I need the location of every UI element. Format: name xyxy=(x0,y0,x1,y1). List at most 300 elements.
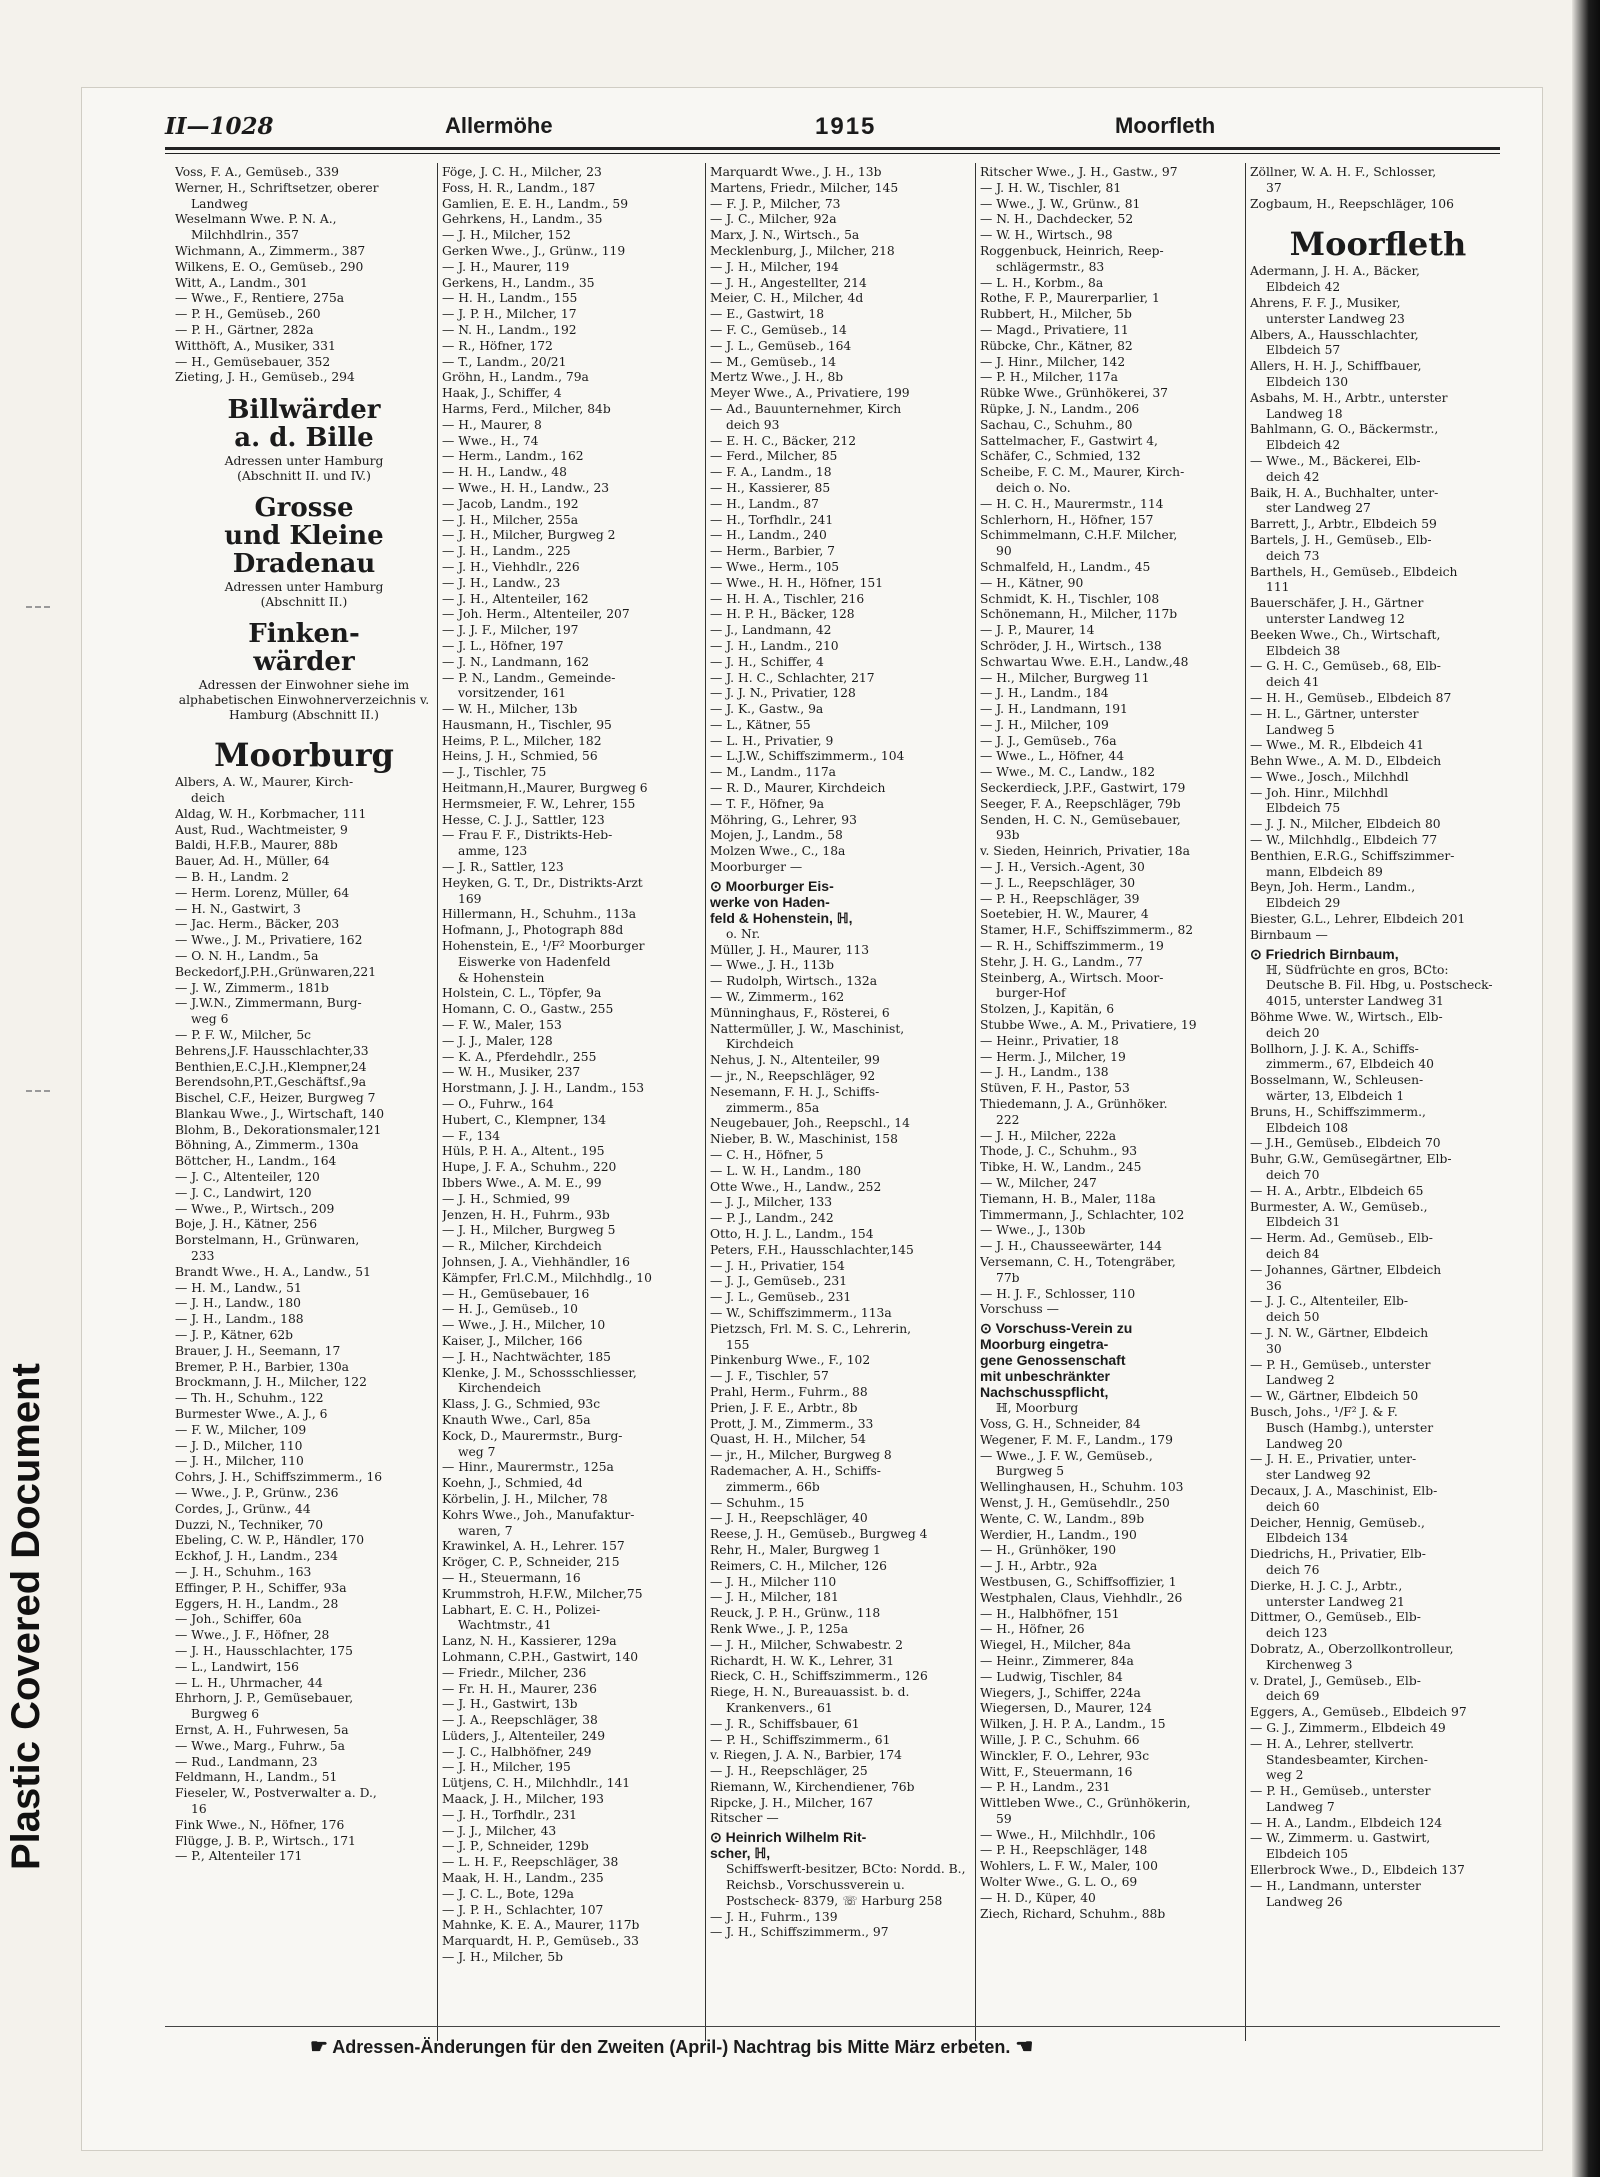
entry-continuation: weg 7 xyxy=(458,1444,496,1459)
directory-entry: — P. H., Reepschläger, 148 xyxy=(980,1843,1148,1858)
directory-entry: — J. H., Milcher, 194 xyxy=(710,259,839,274)
directory-entry: Foss, H. R., Landm., 187 xyxy=(442,180,596,195)
directory-entry: Kaiser, J., Milcher, 166 xyxy=(442,1333,583,1348)
directory-entry: — J. H., Privatier, 154 xyxy=(710,1258,845,1273)
directory-entry: Mertz Wwe., J. H., 8b xyxy=(710,370,844,385)
directory-entry: Feldmann, H., Landm., 51 xyxy=(175,1770,338,1785)
directory-entry: — H. P. H., Bäcker, 128 xyxy=(710,607,855,622)
entry-continuation: Elbdeich 134 xyxy=(1266,1531,1349,1546)
directory-entry: Decaux, J. A., Maschinist, Elb- xyxy=(1250,1483,1438,1498)
directory-entry: Blohm, B., Dekorationsmaler,121 xyxy=(175,1122,382,1137)
directory-entry: Wiegers, J., Schiffer, 224a xyxy=(980,1685,1141,1700)
directory-entry: — H., Steuermann, 16 xyxy=(442,1570,581,1585)
directory-entry: Harms, Ferd., Milcher, 84b xyxy=(442,401,611,416)
directory-entry: Böhning, A., Zimmerm., 130a xyxy=(175,1138,359,1153)
directory-entry: Ahrens, F. F. J., Musiker, xyxy=(1250,295,1401,310)
directory-entry: Lohmann, C.P.H., Gastwirt, 140 xyxy=(442,1649,639,1664)
margin-mark xyxy=(26,1090,50,1092)
directory-entry: Gamlien, E. E. H., Landm., 59 xyxy=(442,196,629,211)
directory-entry: Seeger, F. A., Reepschläger, 79b xyxy=(980,796,1181,811)
directory-entry: Witthöft, A., Musiker, 331 xyxy=(175,338,336,353)
entry-continuation: Elbdeich 38 xyxy=(1266,643,1341,658)
directory-entry: Labhart, E. C. H., Polizei- xyxy=(442,1602,601,1617)
directory-entry: — H. A., Landm., Elbdeich 124 xyxy=(1250,1815,1443,1830)
entry-continuation: 59 xyxy=(996,1811,1012,1826)
directory-entry: — H. H., Landm., 155 xyxy=(442,291,578,306)
column-5 xyxy=(1250,165,1506,2040)
entry-continuation: deich 42 xyxy=(1266,469,1320,484)
directory-entry: — P. H., Schiffszimmerm., 61 xyxy=(710,1732,891,1747)
entry-continuation: Landweg 20 xyxy=(1266,1436,1343,1451)
directory-entry: Asbahs, M. H., Arbtr., unterster xyxy=(1250,390,1448,405)
directory-entry: — J. H., Reepschläger, 40 xyxy=(710,1511,868,1526)
directory-entry: — J. C., Altenteiler, 120 xyxy=(175,1170,320,1185)
directory-entry: — J., Landmann, 42 xyxy=(710,623,832,638)
entry-continuation: Elbdeich 42 xyxy=(1266,280,1341,295)
section-heading: Finken- wärder xyxy=(248,619,360,678)
directory-entry: Hermsmeier, F. W., Lehrer, 155 xyxy=(442,796,636,811)
directory-entry: — J. H., Milcher, 181 xyxy=(710,1590,839,1605)
directory-entry: Barthels, H., Gemüseb., Elbdeich xyxy=(1250,564,1458,579)
directory-entry: Hillermann, H., Schuhm., 113a xyxy=(442,907,637,922)
directory-entry: Nehus, J. N., Altenteiler, 99 xyxy=(710,1053,880,1068)
section-heading: Billwärder a. d. Bille xyxy=(227,395,381,454)
directory-entry: Zöllner, W. A. H. F., Schlosser, xyxy=(1250,165,1437,179)
directory-entry: Riemann, W., Kirchendiener, 76b xyxy=(710,1779,915,1794)
directory-entry: — R., Milcher, Kirchdeich xyxy=(442,1239,602,1254)
directory-entry: — J. D., Milcher, 110 xyxy=(175,1438,303,1453)
directory-entry: — J. H., Landmann, 191 xyxy=(980,702,1128,717)
directory-entry: — J. F., Tischler, 57 xyxy=(710,1369,829,1384)
directory-entry: — Joh. Hinr., Milchhdl xyxy=(1250,785,1389,800)
directory-entry: — P. J., Landm., 242 xyxy=(710,1211,834,1226)
directory-entry: Gerkens, H., Landm., 35 xyxy=(442,275,595,290)
entry-continuation: deich xyxy=(191,790,225,805)
directory-entry: — J. H., Landm., 188 xyxy=(175,1312,304,1327)
directory-entry: — H., Landm., 87 xyxy=(710,496,819,511)
directory-entry: Mahnke, K. E. A., Maurer, 117b xyxy=(442,1918,640,1933)
directory-entry: — Wwe., P., Wirtsch., 209 xyxy=(175,1201,335,1216)
entry-continuation: 30 xyxy=(1266,1341,1282,1356)
directory-entry: — J. H., Arbtr., 92a xyxy=(980,1559,1098,1574)
directory-entry: — H., Landmann, unterster xyxy=(1250,1878,1421,1893)
entry-continuation: deich 73 xyxy=(1266,548,1320,563)
directory-entry: Bischel, C.F., Heizer, Burgweg 7 xyxy=(175,1091,376,1106)
directory-entry: Wilkens, E. O., Gemüseb., 290 xyxy=(175,259,364,274)
directory-entry: — H., Kassierer, 85 xyxy=(710,480,831,495)
directory-entry: — J. C., Landwirt, 120 xyxy=(175,1185,312,1200)
directory-entry: — Herm. Lorenz, Müller, 64 xyxy=(175,885,350,900)
directory-entry: Rübcke, Chr., Kätner, 82 xyxy=(980,338,1133,353)
directory-entry: — W., Zimmerm. u. Gastwirt, xyxy=(1250,1831,1431,1846)
entry-continuation: 155 xyxy=(726,1337,750,1352)
directory-entry: — P., Altenteiler 171 xyxy=(175,1849,303,1864)
directory-entry: — R., Höfner, 172 xyxy=(442,338,553,353)
directory-entry: Klenke, J. M., Schossschliesser, xyxy=(442,1365,637,1380)
directory-entry: Moorburger — xyxy=(710,860,803,875)
directory-entry: v. Dratel, J., Gemüseb., Elb- xyxy=(1250,1673,1421,1688)
directory-entry: — J. H., Landm., 138 xyxy=(980,1065,1109,1080)
directory-entry: Ripcke, J. H., Milcher, 167 xyxy=(710,1795,874,1810)
directory-entry: Barrett, J., Arbtr., Elbdeich 59 xyxy=(1250,517,1437,532)
entry-continuation: deich 20 xyxy=(1266,1025,1320,1040)
directory-entry: Richardt, H. W. K., Lehrer, 31 xyxy=(710,1653,895,1668)
directory-entry: — G. J., Zimmerm., Elbdeich 49 xyxy=(1250,1720,1446,1735)
running-head-left: Allermöhe xyxy=(445,113,553,138)
directory-entry: Knauth Wwe., Carl, 85a xyxy=(442,1412,591,1427)
directory-entry: Marx, J. N., Wirtsch., 5a xyxy=(710,228,860,243)
directory-entry: — H. L., Gärtner, unterster xyxy=(1250,706,1419,721)
scan-edge-shadow xyxy=(1572,0,1600,2177)
running-head-right: Moorfleth xyxy=(1115,113,1216,138)
directory-entry: — J. C., Halbhöfner, 249 xyxy=(442,1744,592,1759)
directory-entry: Adermann, J. H. A., Bäcker, xyxy=(1250,264,1420,279)
directory-entry: — Friedr., Milcher, 236 xyxy=(442,1665,587,1680)
directory-entry: — J. H., Gastwirt, 13b xyxy=(442,1697,578,1712)
directory-entry: — J. P., Maurer, 14 xyxy=(980,623,1095,638)
page-footer xyxy=(310,2034,1460,2060)
directory-entry: — H., Landm., 240 xyxy=(710,528,827,543)
directory-entry: — J. H., Milcher, Burgweg 2 xyxy=(442,528,616,543)
directory-entry: Holstein, C. L., Töpfer, 9a xyxy=(442,986,602,1001)
directory-entry: — H. A., Lehrer, stellvertr. xyxy=(1250,1736,1415,1751)
directory-entry: — G. H. C., Gemüseb., 68, Elb- xyxy=(1250,659,1441,674)
directory-entry: — P. F. W., Milcher, 5c xyxy=(175,1027,312,1042)
directory-entry: Wente, C. W., Landm., 89b xyxy=(980,1511,1145,1526)
directory-entry: — J. H., Milcher, Burgweg 5 xyxy=(442,1223,616,1238)
directory-entry: — J. H., Milcher 110 xyxy=(710,1574,837,1589)
directory-entry: Deicher, Hennig, Gemüseb., xyxy=(1250,1515,1425,1530)
directory-entry: — Magd., Privatiere, 11 xyxy=(980,322,1129,337)
directory-entry: — J. L., Gemüseb., 164 xyxy=(710,338,852,353)
directory-entry: Weselmann Wwe. P. N. A., xyxy=(175,212,337,227)
directory-entry: Hohenstein, E., ¹/F² Moorburger xyxy=(442,939,645,954)
pointing-hand-icon: ☛ xyxy=(310,2036,328,2058)
directory-entry: — J. A., Reepschläger, 38 xyxy=(442,1713,598,1728)
entry-continuation: deich 76 xyxy=(1266,1562,1320,1577)
directory-entry: — P. H., Reepschläger, 39 xyxy=(980,891,1140,906)
directory-entry: — Jac. Herm., Bäcker, 203 xyxy=(175,917,340,932)
directory-entry: Dierke, H. J. C. J., Arbtr., xyxy=(1250,1578,1403,1593)
directory-entry: — J. H., Fuhrm., 139 xyxy=(710,1909,838,1924)
column-divider xyxy=(1245,163,1246,2041)
directory-entry: Bremer, P. H., Barbier, 130a xyxy=(175,1359,349,1374)
directory-entry: Kohrs Wwe., Joh., Manufaktur- xyxy=(442,1507,635,1522)
directory-entry: — Wwe., J. F. W., Gemüseb., xyxy=(980,1448,1153,1463)
directory-entry: — P. N., Landm., Gemeinde- xyxy=(442,670,616,685)
directory-entry: — F. J. P., Milcher, 73 xyxy=(710,196,841,211)
directory-entry: — F. A., Landm., 18 xyxy=(710,465,832,480)
directory-entry: Duzzi, N., Techniker, 70 xyxy=(175,1517,324,1532)
directory-entry: Lüders, J., Altenteiler, 249 xyxy=(442,1728,606,1743)
directory-entry: — T., Landm., 20/21 xyxy=(442,354,567,369)
directory-entry: — J. H., Milcher, 5b xyxy=(442,1950,564,1965)
section-heading: Moorfleth xyxy=(1289,225,1467,264)
margin-mark xyxy=(26,606,50,608)
directory-entry: Cohrs, J. H., Schiffszimmerm., 16 xyxy=(175,1470,383,1485)
directory-entry: Blankau Wwe., J., Wirtschaft, 140 xyxy=(175,1106,385,1121)
entry-continuation: Landweg 26 xyxy=(1266,1894,1343,1909)
directory-entry: — J. H., Schuhm., 163 xyxy=(175,1565,312,1579)
directory-entry: — H., Milcher, Burgweg 11 xyxy=(980,670,1150,685)
directory-entry: — J. H., Nachtwächter, 185 xyxy=(442,1349,611,1364)
directory-entry: — F., 134 xyxy=(442,1128,501,1143)
directory-entry: — H. H., Landw., 48 xyxy=(442,465,567,480)
directory-entry: — H. N., Gastwirt, 3 xyxy=(175,901,301,916)
directory-entry: — H., Gemüsebauer, 352 xyxy=(175,354,331,369)
directory-entry: — M., Gemüseb., 14 xyxy=(710,354,837,369)
directory-entry: Gehrkens, H., Landm., 35 xyxy=(442,212,603,227)
entry-continuation: Landweg 2 xyxy=(1266,1373,1335,1388)
directory-entry: — O., Fuhrw., 164 xyxy=(442,1097,554,1112)
directory-entry: Rehr, H., Maler, Burgweg 1 xyxy=(710,1542,881,1557)
directory-entry: — J. J. N., Privatier, 128 xyxy=(710,686,856,701)
directory-entry: Stolzen, J., Kapitän, 6 xyxy=(980,1002,1115,1017)
header-rule xyxy=(165,153,1500,154)
directory-entry: Böttcher, H., Landm., 164 xyxy=(175,1154,337,1169)
directory-entry: — Herm., Barbier, 7 xyxy=(710,544,835,559)
directory-entry: — H., Maurer, 8 xyxy=(442,417,542,432)
directory-entry: Beyn, Joh. Herm., Landm., xyxy=(1250,880,1416,895)
directory-entry: — J. P. H., Schlachter, 107 xyxy=(442,1902,604,1917)
entry-continuation: 16 xyxy=(191,1801,207,1816)
directory-entry: — J. P. H., Milcher, 17 xyxy=(442,307,577,322)
directory-entry: — L. H., Korbm., 8a xyxy=(980,275,1104,290)
directory-entry: Bauer, Ad. H., Müller, 64 xyxy=(175,854,330,869)
directory-entry: — Wwe., J. F., Höfner, 28 xyxy=(175,1628,330,1643)
directory-entry: Winckler, F. O., Lehrer, 93c xyxy=(980,1748,1150,1763)
directory-entry: Nieber, B. W., Maschinist, 158 xyxy=(710,1132,898,1147)
directory-entry: Voss, F. A., Gemüseb., 339 xyxy=(175,165,339,179)
directory-entry: Effinger, P. H., Schiffer, 93a xyxy=(175,1580,347,1595)
directory-entry: Birnbaum — xyxy=(1250,927,1328,942)
directory-entry: — J. H. E., Privatier, unter- xyxy=(1250,1452,1417,1467)
directory-entry: — J. H., Altenteiler, 162 xyxy=(442,591,589,606)
directory-entry: Borstelmann, H., Grünwaren, xyxy=(175,1233,360,1248)
directory-entry: — O. N. H., Landm., 5a xyxy=(175,948,319,963)
entry-continuation: wärter, 13, Elbdeich 1 xyxy=(1266,1089,1405,1104)
directory-entry: — Frau F. F., Distrikts-Heb- xyxy=(442,828,613,843)
directory-entry: — J. P., Kätner, 62b xyxy=(175,1328,294,1343)
directory-entry: — L., Landwirt, 156 xyxy=(175,1659,299,1674)
directory-entry: — J. H., Landw., 180 xyxy=(175,1296,302,1311)
directory-entry: — J. H., Milcher, 109 xyxy=(980,717,1109,732)
directory-entry: — Heinr., Privatier, 18 xyxy=(980,1033,1119,1048)
entry-continuation: Burgweg 5 xyxy=(996,1464,1065,1479)
firm-entry: ⊙ Heinrich Wilhelm Rit- scher, ℍ, xyxy=(710,1829,867,1862)
directory-entry: Eggers, A., Gemüseb., Elbdeich 97 xyxy=(1250,1705,1467,1720)
directory-entry: Voss, G. H., Schneider, 84 xyxy=(980,1416,1141,1431)
directory-entry: — Joh. Herm., Altenteiler, 207 xyxy=(442,607,630,622)
directory-entry: — J. J., Milcher, 43 xyxy=(442,1823,557,1838)
directory-entry: — J. N. W., Gärtner, Elbdeich xyxy=(1250,1325,1429,1340)
directory-entry: Neugebauer, Joh., Reepschl., 14 xyxy=(710,1116,910,1131)
directory-entry: — Herm. J., Milcher, 19 xyxy=(980,1049,1126,1064)
directory-entry: Busch, Johs., ¹/F² J. & F. xyxy=(1250,1404,1398,1419)
directory-entry: Johnsen, J. A., Viehhändler, 16 xyxy=(442,1254,630,1269)
directory-entry: Ziech, Richard, Schuhm., 88b xyxy=(980,1906,1166,1921)
directory-entry: Benthien, E.R.G., Schiffszimmer- xyxy=(1250,848,1455,863)
entry-continuation: Elbdeich 29 xyxy=(1266,896,1341,911)
directory-entry: Wolter Wwe., G. L. O., 69 xyxy=(980,1875,1138,1890)
entry-continuation: unterster Landweg 21 xyxy=(1266,1594,1405,1609)
directory-entry: — Wwe., J. H., Milcher, 10 xyxy=(442,1318,606,1333)
directory-entry: Renk Wwe., J. P., 125a xyxy=(710,1621,849,1636)
entry-continuation: 233 xyxy=(191,1249,215,1264)
directory-entry: — H. A., Arbtr., Elbdeich 65 xyxy=(1250,1183,1424,1198)
directory-entry: — Wwe., F., Rentiere, 275a xyxy=(175,291,345,306)
directory-entry: — Rudolph, Wirtsch., 132a xyxy=(710,974,878,989)
directory-entry: — J. H., Milcher, Schwabestr. 2 xyxy=(710,1637,903,1652)
directory-entry: Wilken, J. H. P. A., Landm., 15 xyxy=(980,1717,1166,1732)
entry-continuation: 37 xyxy=(1266,180,1282,195)
entry-continuation: deich 84 xyxy=(1266,1247,1320,1261)
directory-entry: Wellinghausen, H., Schuhm. 103 xyxy=(980,1480,1184,1495)
directory-entry: — J. H., Milcher, 222a xyxy=(980,1128,1117,1143)
entry-continuation: Krankenvers., 61 xyxy=(726,1700,833,1715)
directory-entry: Behrens,J.F. Hausschlachter,33 xyxy=(175,1043,369,1058)
directory-entry: — K. A., Pferdehdlr., 255 xyxy=(442,1049,597,1064)
directory-entry: Thode, J. C., Schuhm., 93 xyxy=(980,1144,1138,1159)
directory-entry: Sattelmacher, F., Gastwirt 4, xyxy=(980,433,1158,448)
directory-entry: — Ludwig, Tischler, 84 xyxy=(980,1669,1123,1684)
directory-entry: Mojen, J., Landm., 58 xyxy=(710,828,843,843)
directory-entry: Schmalfeld, H., Landm., 45 xyxy=(980,559,1151,574)
firm-details: o. Nr. xyxy=(726,926,761,941)
directory-entry: — Wwe., M. R., Elbdeich 41 xyxy=(1250,738,1424,753)
column-divider xyxy=(975,163,976,2041)
entry-continuation: 93b xyxy=(996,828,1020,843)
entry-continuation: Milchhdlrin., 357 xyxy=(191,228,299,243)
directory-entry: Homann, C. O., Gastw., 255 xyxy=(442,1002,614,1017)
directory-entry: Baik, H. A., Buchhalter, unter- xyxy=(1250,485,1439,500)
directory-entry: Krummstroh, H.F.W., Milcher,75 xyxy=(442,1586,643,1601)
directory-entry: Eggers, H. H., Landm., 28 xyxy=(175,1596,339,1611)
directory-entry: — Heinr., Zimmerer, 84a xyxy=(980,1653,1134,1668)
firm-entry: ⊙ Moorburger Eis- werke von Haden- feld & Hohenstein, ℍ, xyxy=(710,877,853,926)
directory-entry: — J. H., Milcher, 110 xyxy=(175,1454,304,1469)
entry-continuation: Elbdeich 105 xyxy=(1266,1847,1349,1862)
page-number: II—1028 xyxy=(165,113,274,140)
directory-entry: — J. H., Schmied, 99 xyxy=(442,1191,570,1206)
directory-entry: Wittleben Wwe., C., Grünhökerin, xyxy=(980,1796,1191,1811)
directory-entry: — P. H., Gemüseb., unterster xyxy=(1250,1784,1431,1799)
directory-entry: — J. P., Schneider, 129b xyxy=(442,1839,589,1854)
directory-entry: — H., Gemüsebauer, 16 xyxy=(442,1286,590,1301)
directory-entry: — J. C., Milcher, 92a xyxy=(710,212,837,227)
directory-entry: — Wwe., H. H., Höfner, 151 xyxy=(710,575,884,590)
directory-entry: Bruns, H., Schiffszimmerm., xyxy=(1250,1104,1426,1119)
directory-entry: Baldi, H.F.B., Maurer, 88b xyxy=(175,838,338,853)
directory-entry: — J. R., Sattler, 123 xyxy=(442,860,564,875)
directory-entry: Pinkenburg Wwe., F., 102 xyxy=(710,1353,871,1368)
directory-entry: — Wwe., M., Bäckerei, Elb- xyxy=(1250,453,1421,468)
directory-entry: — Wwe., H. H., Landw., 23 xyxy=(442,480,610,495)
directory-entry: Berendsohn,P.T.,Geschäftsf.,9a xyxy=(175,1075,367,1090)
directory-entry: Prien, J. F. E., Arbtr., 8b xyxy=(710,1400,858,1415)
directory-entry: Ernst, A. H., Fuhrwesen, 5a xyxy=(175,1722,349,1737)
directory-entry: Schönemann, H., Milcher, 117b xyxy=(980,607,1178,622)
entry-continuation: 222 xyxy=(996,1112,1020,1127)
directory-entry: — Wwe., Marg., Fuhrw., 5a xyxy=(175,1738,345,1753)
directory-entry: Körbelin, J. H., Milcher, 78 xyxy=(442,1491,608,1506)
directory-entry: Schäfer, C., Schmied, 132 xyxy=(980,449,1141,464)
directory-entry: Allers, H. H. J., Schiffbauer, xyxy=(1250,359,1422,374)
directory-entry: Diedrichs, H., Privatier, Elb- xyxy=(1250,1547,1426,1562)
firm-entry: ⊙ Vorschuss-Verein zu Moorburg eingetra- gene Genossenschaft mit unbeschränkter Nachschusspflicht, xyxy=(980,1320,1133,1401)
firm-details: ℍ, Moorburg xyxy=(996,1401,1079,1416)
directory-entry: Aust, Rud., Wachtmeister, 9 xyxy=(175,822,348,837)
directory-entry: — W., Zimmerm., 162 xyxy=(710,990,845,1005)
directory-entry: — J. H., Milcher, 255a xyxy=(442,512,579,527)
entry-continuation: Landweg xyxy=(191,196,248,211)
directory-entry: Hofmann, J., Photograph 88d xyxy=(442,923,624,938)
directory-entry: Heins, J. H., Schmied, 56 xyxy=(442,749,598,764)
directory-entry: — C. H., Höfner, 5 xyxy=(710,1148,824,1163)
directory-entry: Münninghaus, F., Rösterei, 6 xyxy=(710,1005,890,1020)
directory-entry: — J. N., Landmann, 162 xyxy=(442,654,590,669)
directory-entry: — N. H., Landm., 192 xyxy=(442,322,577,337)
directory-entry: — H. M., Landw., 51 xyxy=(175,1280,302,1295)
directory-entry: — W. H., Milcher, 13b xyxy=(442,702,578,717)
directory-entry: Reuck, J. P. H., Grünw., 118 xyxy=(710,1606,881,1621)
directory-entry: Kock, D., Maurermstr., Burg- xyxy=(442,1428,623,1443)
directory-entry: — J. J., Milcher, 133 xyxy=(710,1195,833,1210)
entry-continuation: Eiswerke von Hadenfeld xyxy=(458,954,611,969)
directory-entry: — J. J. F., Milcher, 197 xyxy=(442,623,579,638)
directory-entry: Meier, C. H., Milcher, 4d xyxy=(710,291,864,306)
section-heading: Moorburg xyxy=(214,736,394,775)
directory-entry: — Rud., Landmann, 23 xyxy=(175,1754,318,1769)
entry-continuation: 36 xyxy=(1266,1278,1282,1293)
directory-entry: — Herm. Ad., Gemüseb., Elb- xyxy=(1250,1231,1433,1246)
entry-continuation: 90 xyxy=(996,544,1012,559)
directory-entry: Witt, A., Landm., 301 xyxy=(175,275,308,290)
directory-entry: Versemann, C. H., Totengräber, xyxy=(980,1254,1176,1269)
directory-entry: — J. L., Höfner, 197 xyxy=(442,638,564,653)
directory-entry: — W. H., Musiker, 237 xyxy=(442,1065,581,1080)
directory-entry: Cordes, J., Grünw., 44 xyxy=(175,1501,311,1516)
directory-entry: — Wwe., Herm., 105 xyxy=(710,559,840,574)
directory-entry: Heyken, G. T., Dr., Distrikts-Arzt xyxy=(442,875,643,890)
entry-continuation: vorsitzender, 161 xyxy=(458,686,567,701)
directory-entry: Stamer, H.F., Schiffszimmerm., 82 xyxy=(980,923,1194,938)
entry-continuation: 77b xyxy=(996,1270,1020,1285)
directory-entry: Bartels, J. H., Gemüseb., Elb- xyxy=(1250,532,1432,547)
directory-entry: Quast, H. H., Milcher, 54 xyxy=(710,1432,866,1447)
directory-entry: Steinberg, A., Wirtsch. Moor- xyxy=(980,970,1164,985)
directory-entry: Aldag, W. H., Korbmacher, 111 xyxy=(175,806,367,821)
directory-entry: Pietzsch, Frl. M. S. C., Lehrerin, xyxy=(710,1321,912,1336)
directory-entry: Ellerbrock Wwe., D., Elbdeich 137 xyxy=(1250,1863,1465,1878)
column-divider xyxy=(705,163,706,2041)
directory-entry: — F. W., Maler, 153 xyxy=(442,1018,562,1033)
directory-entry: Bahlmann, G. O., Bäckermstr., xyxy=(1250,422,1439,437)
entry-continuation: deich 41 xyxy=(1266,675,1320,690)
entry-continuation: Elbdeich 42 xyxy=(1266,438,1341,453)
entry-continuation: deich 123 xyxy=(1266,1626,1328,1641)
directory-entry: — H., Kätner, 90 xyxy=(980,575,1084,590)
directory-entry: Peters, F.H., Hausschlachter,145 xyxy=(710,1242,914,1257)
directory-entry: — Wwe., J., 130b xyxy=(980,1223,1086,1238)
directory-entry: — J. J. N., Milcher, Elbdeich 80 xyxy=(1250,817,1441,832)
directory-entry: Ritscher Wwe., J. H., Gastw., 97 xyxy=(980,165,1178,179)
directory-entry: — H. J. F., Schlosser, 110 xyxy=(980,1286,1136,1301)
entry-continuation: schlägermstr., 83 xyxy=(996,259,1105,274)
directory-entry: Müller, J. H., Maurer, 113 xyxy=(710,942,870,957)
directory-entry: — J., Tischler, 75 xyxy=(442,765,547,780)
directory-entry: Werner, H., Schriftsetzer, oberer xyxy=(175,180,379,195)
